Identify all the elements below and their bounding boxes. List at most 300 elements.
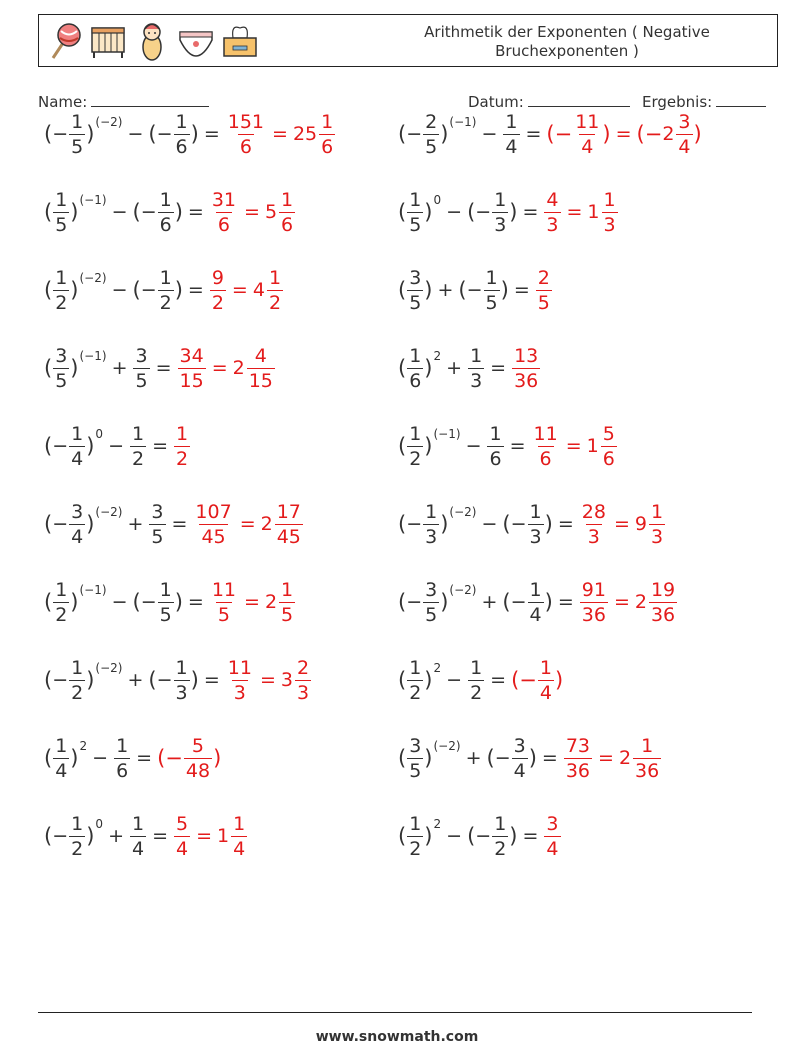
- answer-fraction: [633, 735, 661, 782]
- answer-fraction-numerator: 151: [227, 110, 265, 133]
- answer-whole-number: 4: [252, 279, 265, 301]
- answer-fraction: [210, 579, 238, 626]
- operator: −: [481, 513, 498, 535]
- term-a-exponent: (−2): [95, 115, 123, 129]
- problem-2: [398, 100, 702, 168]
- term-a-fraction: [69, 657, 85, 704]
- problem-9: [44, 412, 191, 480]
- term-a-fraction: [53, 735, 69, 782]
- operator: +: [127, 513, 144, 535]
- term-b-fraction-numerator: 1: [131, 812, 145, 835]
- result-label: Ergebnis:: [642, 93, 713, 111]
- answer-fraction-denominator: 4: [539, 681, 552, 704]
- term-b-sign: −: [475, 825, 492, 847]
- open-paren: (: [398, 434, 407, 458]
- term-a-fraction-numerator: 1: [71, 812, 84, 835]
- term-a-fraction-numerator: 1: [55, 266, 68, 289]
- operator: −: [127, 123, 144, 145]
- close-paren: ): [70, 746, 79, 770]
- term-b-sign: −: [156, 123, 173, 145]
- term-a-fraction-denominator: 2: [409, 447, 422, 470]
- answer-fraction-numerator: 1: [321, 110, 334, 133]
- answer-fraction: [601, 423, 617, 470]
- term-b-fraction-numerator: 1: [116, 734, 129, 757]
- term-a-fraction-denominator: 5: [425, 135, 438, 158]
- term-a-sign: −: [406, 591, 423, 613]
- term-a-fraction-denominator: 5: [409, 291, 422, 314]
- term-a-exponent: 2: [79, 739, 88, 753]
- answer-fraction: [226, 657, 254, 704]
- term-b-sign: −: [156, 669, 173, 691]
- equals-sign: =: [557, 513, 574, 535]
- term-a-fraction: [423, 111, 439, 158]
- answer-close: ): [554, 668, 564, 692]
- answer-equals: =: [231, 279, 248, 301]
- close-paren: ): [440, 590, 449, 614]
- open-paren: (: [458, 278, 467, 302]
- answer-equals: =: [211, 357, 228, 379]
- answer-fraction-numerator: 3: [546, 812, 559, 835]
- close-paren: ): [70, 356, 79, 380]
- operator: +: [127, 669, 144, 691]
- answer-equals: =: [613, 513, 630, 535]
- term-a-exponent: 0: [95, 427, 104, 441]
- open-paren: (: [44, 590, 53, 614]
- problem-11: [44, 490, 304, 558]
- problem-6: [398, 256, 553, 324]
- term-b-fraction: [133, 345, 149, 392]
- term-a-fraction-denominator: 3: [425, 525, 438, 548]
- open-paren: (: [148, 668, 157, 692]
- term-a-fraction-numerator: 2: [425, 110, 438, 133]
- term-b-fraction-denominator: 6: [159, 213, 172, 236]
- close-paren: ): [424, 824, 433, 848]
- answer: [192, 501, 303, 548]
- term-b-fraction: [468, 345, 484, 392]
- answer-fraction-denominator: 4: [176, 837, 189, 860]
- term-a-fraction: [407, 813, 423, 860]
- answer-fraction-numerator: 9: [211, 266, 224, 289]
- term-b-fraction-denominator: 6: [116, 759, 129, 782]
- answer-equals: =: [598, 747, 614, 769]
- answer-equals: =: [565, 435, 582, 457]
- answer-fraction-denominator: 5: [537, 291, 550, 314]
- problem-5: [44, 256, 284, 324]
- term-a-fraction: [53, 267, 69, 314]
- answer-fraction-denominator: 4: [581, 135, 594, 158]
- equals-sign: =: [152, 435, 168, 457]
- term-a-fraction: [69, 813, 85, 860]
- problem-13: [44, 568, 296, 636]
- term-a-fraction-denominator: 2: [71, 681, 84, 704]
- term-a-fraction: [407, 345, 423, 392]
- close-paren: ): [528, 746, 537, 770]
- close-paren: ): [424, 356, 433, 380]
- term-a-sign: −: [52, 123, 69, 145]
- term-a-fraction-denominator: 5: [55, 213, 68, 236]
- term-a-sign: −: [52, 669, 69, 691]
- term-b-sign: −: [475, 201, 492, 223]
- term-a-fraction-denominator: 2: [55, 603, 68, 626]
- answer-fraction: [544, 813, 560, 860]
- close-paren: ): [174, 590, 183, 614]
- answer-fraction-denominator: 6: [321, 135, 334, 158]
- answer-fraction-denominator: 48: [185, 759, 211, 782]
- operator: +: [481, 591, 498, 613]
- answer-fraction: [193, 501, 233, 548]
- answer-fraction-denominator: 45: [201, 525, 226, 548]
- problem-14: [398, 568, 678, 636]
- term-b-fraction-numerator: 1: [159, 578, 172, 601]
- open-paren: (: [398, 278, 407, 302]
- term-a-fraction-denominator: 2: [409, 837, 422, 860]
- close-paren: ): [424, 434, 433, 458]
- close-paren: ): [70, 278, 79, 302]
- term-a-exponent: 0: [95, 817, 104, 831]
- answer-fraction-denominator: 36: [514, 369, 539, 392]
- answer-fraction-denominator: 36: [650, 603, 676, 626]
- baby-icon: [133, 20, 171, 62]
- answer: [157, 735, 221, 782]
- answer-fraction: [174, 423, 190, 470]
- answer: [173, 423, 191, 470]
- answer-fraction-numerator: 17: [276, 500, 301, 523]
- term-a-fraction-numerator: 3: [55, 344, 68, 367]
- term-b-fraction: [149, 501, 165, 548]
- term-b-sign: −: [140, 591, 157, 613]
- answer-fraction: [602, 189, 618, 236]
- answer: [177, 345, 276, 392]
- term-b-fraction: [492, 813, 508, 860]
- answer-fraction: [231, 813, 247, 860]
- answer-fraction: [580, 501, 608, 548]
- answer-fraction-numerator: 107: [195, 500, 232, 523]
- answer-open: (−: [157, 746, 183, 770]
- close-paren: ): [500, 278, 509, 302]
- tissue-box-icon: [221, 20, 259, 62]
- answer: [173, 813, 248, 860]
- term-b-fraction: [158, 189, 174, 236]
- answer-fraction-denominator: 36: [581, 603, 606, 626]
- term-a-fraction-numerator: 3: [71, 500, 84, 523]
- term-a-exponent: (−1): [79, 583, 107, 597]
- term-b-fraction-numerator: 1: [159, 266, 172, 289]
- answer-fraction: [538, 657, 554, 704]
- term-b-fraction: [487, 423, 503, 470]
- term-a-fraction-denominator: 4: [55, 759, 68, 782]
- open-paren: (: [44, 122, 53, 146]
- equals-sign: =: [522, 201, 539, 223]
- term-a-exponent: (−2): [95, 661, 123, 675]
- answer-fraction-numerator: 5: [191, 734, 205, 757]
- title-line-2: Bruchexponenten ): [495, 42, 639, 60]
- answer-fraction-numerator: 1: [176, 422, 189, 445]
- close-paren: ): [174, 278, 183, 302]
- term-a-fraction-numerator: 1: [71, 422, 84, 445]
- term-a-exponent: (−2): [433, 739, 461, 753]
- close-paren: ): [86, 122, 95, 146]
- term-a-fraction-numerator: 1: [409, 656, 422, 679]
- answer-whole-number: 1: [217, 825, 230, 847]
- answer-fraction: [649, 501, 665, 548]
- answer-equals: =: [272, 123, 288, 145]
- answer-fraction-numerator: 11: [211, 578, 237, 601]
- answer-fraction-denominator: 2: [211, 291, 224, 314]
- answer-whole-number: 9: [634, 513, 647, 535]
- term-b-sign: −: [510, 513, 527, 535]
- term-a-fraction: [407, 657, 423, 704]
- term-a-sign: −: [52, 513, 69, 535]
- answer-fraction: [580, 579, 608, 626]
- answer-fraction-numerator: 13: [514, 344, 539, 367]
- answer-whole-number: 25: [292, 123, 318, 145]
- answer: [511, 345, 541, 392]
- term-a-fraction-numerator: 1: [55, 188, 68, 211]
- term-b-fraction: [468, 657, 484, 704]
- open-paren: (: [502, 512, 511, 536]
- answer-fraction-denominator: 3: [546, 213, 559, 236]
- answer-fraction-denominator: 45: [276, 525, 301, 548]
- term-b-fraction-numerator: 1: [529, 500, 542, 523]
- operator: +: [446, 357, 463, 379]
- term-b-sign: −: [494, 747, 511, 769]
- term-b-fraction-denominator: 4: [529, 603, 542, 626]
- equals-sign: =: [557, 591, 574, 613]
- answer-fraction: [512, 345, 540, 392]
- term-a-exponent: (−1): [79, 349, 107, 363]
- term-b-fraction: [130, 813, 146, 860]
- problem-19: [44, 802, 248, 870]
- term-a-fraction-denominator: 5: [409, 759, 422, 782]
- open-paren: (: [398, 746, 407, 770]
- lollipop-icon: [45, 20, 83, 62]
- term-a-fraction-denominator: 2: [71, 837, 84, 860]
- answer-open: (−: [636, 122, 663, 146]
- term-b-fraction: [174, 111, 190, 158]
- equals-sign: =: [136, 747, 153, 769]
- answer-equals: =: [196, 825, 213, 847]
- equals-sign: =: [203, 123, 220, 145]
- answer-equals: =: [239, 513, 256, 535]
- answer-fraction: [275, 501, 303, 548]
- diaper-icon: [177, 20, 215, 62]
- term-a-fraction: [407, 735, 423, 782]
- date-label: Datum:: [468, 93, 524, 111]
- problem-4: [398, 178, 619, 246]
- open-paren: (: [486, 746, 495, 770]
- term-b-fraction-numerator: 1: [470, 344, 483, 367]
- term-a-sign: −: [52, 435, 69, 457]
- term-a-exponent: (−2): [95, 505, 123, 519]
- term-a-fraction-denominator: 5: [71, 135, 84, 158]
- term-b-fraction: [503, 111, 519, 158]
- answer-fraction-denominator: 6: [217, 213, 230, 236]
- close-paren: ): [70, 590, 79, 614]
- term-a-exponent: (−2): [79, 271, 107, 285]
- term-b-fraction: [158, 579, 174, 626]
- close-paren: ): [509, 824, 518, 848]
- answer-fraction-denominator: 3: [650, 525, 664, 548]
- term-a-exponent: (−2): [449, 505, 477, 519]
- answer-fraction: [210, 189, 238, 236]
- operator: −: [108, 435, 124, 457]
- term-a-exponent: (−1): [79, 193, 107, 207]
- answer-open: (−: [546, 122, 573, 146]
- close-paren: ): [424, 278, 433, 302]
- term-b-fraction-numerator: 1: [175, 110, 188, 133]
- equals-sign: =: [541, 747, 558, 769]
- operator: −: [481, 123, 498, 145]
- answer: [543, 813, 561, 860]
- close-paren: ): [440, 512, 449, 536]
- answer: [579, 579, 678, 626]
- term-b-sign: −: [466, 279, 483, 301]
- result-blank[interactable]: [716, 92, 766, 107]
- open-paren: (: [467, 200, 476, 224]
- term-a-fraction-numerator: 1: [425, 500, 438, 523]
- problem-1: [44, 100, 336, 168]
- answer: [543, 189, 618, 236]
- open-paren: (: [44, 512, 53, 536]
- term-b-fraction-numerator: 1: [159, 188, 172, 211]
- term-a-fraction: [53, 345, 69, 392]
- answer-fraction-denominator: 3: [296, 681, 310, 704]
- term-a-fraction-numerator: 3: [425, 578, 438, 601]
- answer-whole-number: 2: [232, 357, 245, 379]
- term-b-fraction-denominator: 2: [159, 291, 172, 314]
- term-a-fraction: [407, 423, 423, 470]
- answer: [546, 111, 701, 158]
- answer-fraction-denominator: 2: [176, 447, 189, 470]
- term-a-fraction-numerator: 1: [55, 578, 68, 601]
- term-a-fraction-denominator: 5: [409, 213, 422, 236]
- worksheet-title: [387, 23, 747, 61]
- answer: [579, 501, 666, 548]
- term-b-sign: −: [140, 279, 157, 301]
- term-b-fraction-numerator: 3: [513, 734, 526, 757]
- answer-fraction: [279, 189, 295, 236]
- open-paren: (: [44, 434, 53, 458]
- answer-fraction: [676, 111, 692, 158]
- term-b-fraction: [174, 657, 190, 704]
- answer-fraction-denominator: 4: [233, 837, 246, 860]
- equals-sign: =: [525, 123, 542, 145]
- term-a-fraction: [69, 501, 85, 548]
- answer-fraction: [295, 657, 311, 704]
- header-icons: [45, 20, 259, 62]
- term-b-fraction-denominator: 5: [485, 291, 498, 314]
- term-b-fraction-numerator: 1: [505, 110, 518, 133]
- term-a-exponent: 0: [433, 193, 442, 207]
- term-a-exponent: (−1): [449, 115, 477, 129]
- close-paren: ): [544, 590, 553, 614]
- term-a-exponent: (−1): [433, 427, 461, 441]
- answer-fraction: [536, 267, 552, 314]
- answer-fraction: [184, 735, 212, 782]
- term-b-fraction-numerator: 1: [494, 812, 507, 835]
- term-a-exponent: 2: [433, 817, 442, 831]
- problem-12: [398, 490, 666, 558]
- term-b-fraction: [130, 423, 146, 470]
- equals-sign: =: [203, 669, 220, 691]
- term-b-fraction-denominator: 3: [529, 525, 542, 548]
- close-paren: ): [424, 746, 433, 770]
- open-paren: (: [44, 200, 53, 224]
- problem-17: [44, 724, 221, 792]
- answer: [209, 267, 284, 314]
- name-label: Name:: [38, 93, 88, 111]
- answer-fraction: [573, 111, 601, 158]
- term-a-sign: −: [52, 825, 69, 847]
- answer-fraction-numerator: 1: [268, 266, 282, 289]
- operator: +: [465, 747, 482, 769]
- problem-8: [398, 334, 541, 402]
- answer-fraction-denominator: 6: [602, 447, 615, 470]
- answer-fraction-denominator: 36: [635, 759, 660, 782]
- problem-7: [44, 334, 276, 402]
- close-paren: ): [190, 122, 199, 146]
- answer-fraction: [210, 267, 226, 314]
- open-paren: (: [398, 824, 407, 848]
- answer-fraction-denominator: 4: [546, 837, 559, 860]
- answer-fraction: [319, 111, 335, 158]
- term-b-fraction-denominator: 4: [513, 759, 526, 782]
- term-a-fraction: [423, 579, 439, 626]
- term-a-fraction-numerator: 3: [409, 734, 422, 757]
- answer-whole-number: 2: [634, 591, 647, 613]
- close-paren: ): [440, 122, 449, 146]
- answer-fraction-denominator: 6: [239, 135, 252, 158]
- term-b-fraction-denominator: 3: [175, 681, 188, 704]
- term-b-fraction: [158, 267, 174, 314]
- open-paren: (: [398, 512, 407, 536]
- answer-fraction-numerator: 19: [650, 578, 676, 601]
- answer-equals: =: [244, 591, 260, 613]
- answer-fraction-numerator: 1: [539, 656, 552, 679]
- answer-fraction-numerator: 11: [227, 656, 252, 679]
- answer-whole-number: 2: [260, 513, 273, 535]
- answer-whole-number: 1: [587, 201, 600, 223]
- open-paren: (: [502, 590, 511, 614]
- term-a-fraction-denominator: 6: [409, 369, 422, 392]
- term-b-sign: −: [140, 201, 157, 223]
- term-b-fraction-denominator: 3: [494, 213, 507, 236]
- term-a-exponent: 2: [433, 349, 442, 363]
- equals-sign: =: [187, 591, 204, 613]
- term-a-fraction-denominator: 4: [71, 525, 84, 548]
- term-b-fraction: [528, 579, 544, 626]
- answer-fraction: [267, 267, 283, 314]
- answer-close: ): [213, 746, 222, 770]
- equals-sign: =: [187, 279, 204, 301]
- problem-10: [398, 412, 618, 480]
- answer-fraction-denominator: 6: [281, 213, 294, 236]
- term-b-fraction-denominator: 5: [135, 369, 148, 392]
- term-b-fraction: [528, 501, 544, 548]
- answer-fraction-numerator: 1: [641, 734, 654, 757]
- close-paren: ): [86, 512, 95, 536]
- problem-16: [398, 646, 563, 714]
- close-paren: ): [190, 668, 199, 692]
- operator: −: [446, 201, 463, 223]
- term-b-fraction-denominator: 6: [175, 135, 188, 158]
- open-paren: (: [44, 824, 53, 848]
- term-a-fraction-denominator: 4: [71, 447, 84, 470]
- term-a-exponent: 2: [433, 661, 442, 675]
- answer: [209, 579, 296, 626]
- term-b-fraction-numerator: 3: [135, 344, 148, 367]
- close-paren: ): [86, 824, 95, 848]
